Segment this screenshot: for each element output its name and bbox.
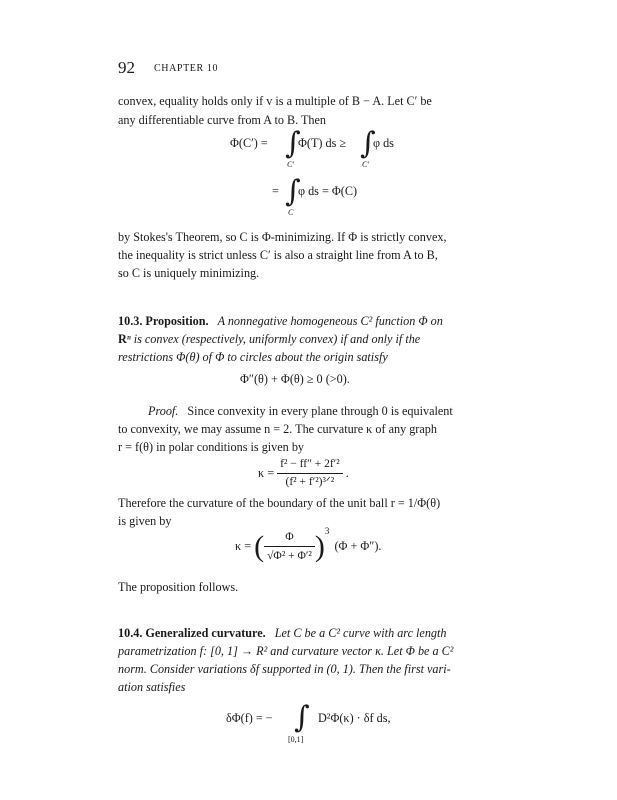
stokes-line-2: the inequality is strict unless C′ is also a straight line from A to B,	[118, 248, 438, 262]
eq1-int3-sub: C	[288, 208, 294, 217]
gen-line-2: parametrization f: [0, 1] → R² and curvature vector κ. Let Φ be a C²	[118, 644, 454, 658]
gen-line-1	[118, 624, 447, 643]
gen-heading: 10.4. Generalized curvature.	[118, 626, 266, 640]
stokes-line-1: by Stokes's Theorem, so C is Φ-minimizing. If Φ is strictly convex,	[118, 230, 447, 244]
kappa-lhs: κ =	[258, 466, 275, 480]
eq1-line2-equals: =	[272, 184, 279, 198]
proof-line-2: to convexity, we may assume n = 2. The curvature κ of any graph	[118, 422, 437, 436]
kappa2-denominator: √Φ² + Φ′²	[264, 546, 315, 565]
integral-sign: ∫	[294, 700, 310, 735]
proof-label: Proof.	[148, 404, 179, 418]
eq1-int2-sub: C′	[362, 160, 370, 169]
proof-line-4: Therefore the curvature of the boundary of the unit ball r = 1/Φ(θ)	[118, 496, 441, 510]
gen-text-1: Let C be a C² curve with arc length	[274, 626, 447, 640]
proposition-heading: 10.3. Proposition.	[118, 314, 209, 328]
open-paren: (	[254, 530, 265, 563]
kappa-denominator: (f² + f′²)³ᐟ²	[277, 473, 343, 491]
gen-formula-sub: [0,1]	[288, 735, 304, 744]
stokes-line-3: so C is uniquely minimizing.	[118, 266, 260, 280]
eq1-lhs: Φ(C′) =	[230, 136, 268, 150]
proposition-text-1: A nonnegative homogeneous C² function Φ on	[217, 314, 443, 328]
proposition-R: R	[118, 332, 127, 346]
running-head: CHAPTER 10	[154, 63, 219, 74]
kappa-formula	[258, 456, 349, 491]
proof-text-1: Since convexity in every plane through 0 is equivalent	[187, 404, 453, 418]
gen-line-3: norm. Consider variations δf supported in (0, 1). Then the first vari-	[118, 662, 451, 676]
proof-line-5: is given by	[118, 514, 172, 528]
kappa-numerator: f² − ff″ + 2f′²	[280, 458, 340, 470]
proposition-line-3: restrictions Φ(θ) of Φ to circles about the origin satisfy	[118, 350, 388, 364]
kappa2-power: 3	[324, 526, 330, 537]
proposition-text-2: ⁿ is convex (respectively, uniformly convex) if and only if the	[126, 332, 421, 346]
eq1-int1-sub: C′	[287, 160, 295, 169]
eq1-int2-body: φ ds	[373, 136, 394, 150]
proposition-line-1	[118, 312, 443, 331]
kappa2-lhs: κ =	[235, 539, 252, 553]
proof-conclusion: The proposition follows.	[118, 580, 239, 594]
kappa2-rest: (Φ + Φ″).	[334, 539, 382, 553]
proof-line-1	[148, 402, 453, 421]
gen-line-4: ation satisfies	[118, 680, 186, 694]
proposition-line-2	[118, 330, 420, 349]
eq1-int3-body: φ ds = Φ(C)	[298, 184, 358, 198]
kappa-fraction	[277, 456, 343, 491]
proof-line-3: r = f(θ) in polar conditions is given by	[118, 440, 305, 454]
kappa-period: .	[345, 466, 349, 480]
page-number: 92	[118, 58, 135, 77]
gen-formula-body: D²Φ(κ) · δf ds,	[318, 711, 391, 725]
kappa2-fraction	[264, 528, 315, 565]
intro-line-1: convex, equality holds only if v is a multiple of B − A. Let C′ be	[118, 94, 432, 108]
intro-line-2: any differentiable curve from A to B. Then	[118, 113, 327, 127]
proposition-formula: Φ″(θ) + Φ(θ) ≥ 0 (>0).	[240, 372, 350, 386]
gen-formula-lhs: δΦ(f) = −	[226, 711, 273, 725]
integral-sign: ∫	[285, 126, 301, 161]
integral-sign: ∫	[360, 126, 376, 161]
kappa2-numerator: Φ	[285, 531, 294, 543]
close-paren: )	[314, 530, 325, 563]
eq1-int1-body: Φ(T) ds ≥	[298, 136, 347, 150]
kappa2-formula	[235, 528, 381, 565]
integral-sign: ∫	[285, 174, 301, 209]
